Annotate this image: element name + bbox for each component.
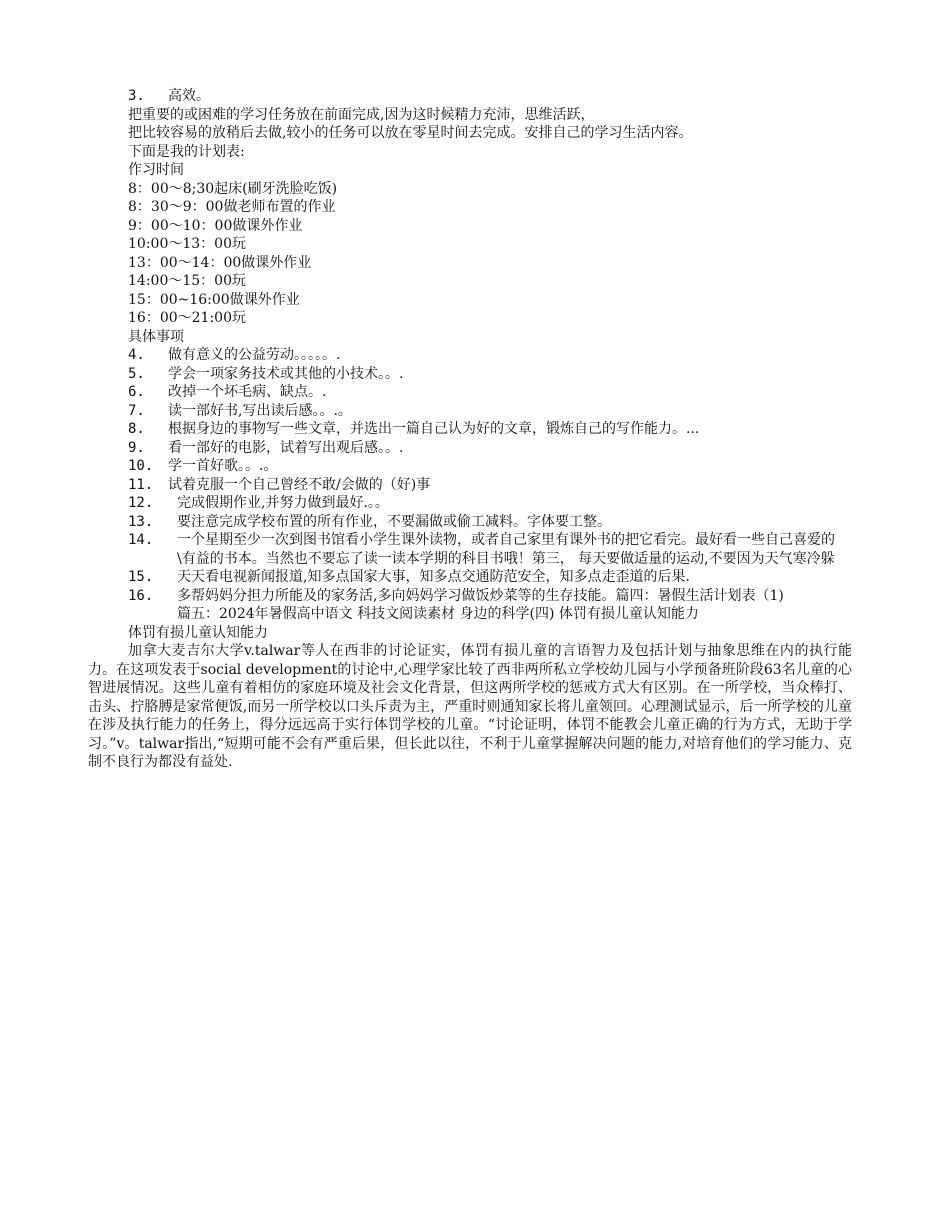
list-item-text: 看一部好的电影，试着写出观后感。。. <box>168 439 404 456</box>
schedule-entry: 8：00～8;30起床(刷牙洗脸吃饭) <box>128 180 338 197</box>
list-item <box>128 365 850 384</box>
list-item <box>128 439 850 458</box>
list-item <box>128 87 850 106</box>
intro-line: 下面是我的计划表: <box>128 143 245 160</box>
schedule-entry: 15：00~16:00做课外作业 <box>128 291 300 308</box>
schedule-entry: 9：00～10：00做课外作业 <box>128 217 303 234</box>
article-source: 篇五：2024年暑假高中语文 科技文阅读素材 身边的科学(四) 体罚有损儿童认知能力 <box>177 606 699 622</box>
list-item <box>128 494 850 513</box>
list-item <box>128 402 850 421</box>
list-item <box>128 513 850 532</box>
schedule-entry: 14:00～15：00玩 <box>128 273 246 289</box>
intro-line: 把比较容易的放稍后去做,较小的任务可以放在零星时间去完成。安排自己的学习生活内容。 <box>128 125 693 141</box>
schedule-entry: 13：00～14：00做课外作业 <box>128 254 312 271</box>
list-item-number: 5. <box>128 365 145 382</box>
list-item-number: 16. <box>128 587 154 604</box>
list-item-number: 12. <box>128 495 154 511</box>
list-item <box>128 587 850 606</box>
list-item-text: 一个星期至少一次到图书馆看小学生课外读物，或者自己家里有课外书的把它看完。最好看一些自己喜爱的\有益的书本。当然也不要忘了读一读本学期的科目书哦！第三， 每天要做适量的运动,不要因为天气寒冷躲 <box>177 532 835 567</box>
schedule-entry: 10:00～13：00玩 <box>128 236 246 252</box>
list-item-text: 改掉一个坏毛病、缺点。. <box>168 384 327 400</box>
list-item-text: 学一首好歌。。.。 <box>168 458 278 474</box>
list-item-number: 10. <box>128 458 154 474</box>
schedule-entry: 8：30～9：00做老师布置的作业 <box>128 199 336 215</box>
list-item-text: 高效。 <box>168 88 210 104</box>
list-item <box>128 531 850 568</box>
list-item-number: 14. <box>128 532 154 548</box>
document-page <box>88 87 852 772</box>
list-item-number: 6. <box>128 384 145 400</box>
list-item <box>128 476 850 495</box>
list-item-number: 3. <box>128 88 145 104</box>
list-item-text: 试着克服一个自己曾经不敢/会做的（好)事 <box>168 476 431 493</box>
list-item-text: 学会一项家务技术或其他的小技术。。. <box>168 365 404 382</box>
list-item-number: 4. <box>128 347 145 363</box>
list-item-text: 天天看电视新闻报道,知多点国家大事，知多点交通防范安全，知多点走歪道的后果. <box>177 569 690 585</box>
schedule-heading: 作习时间 <box>128 162 184 178</box>
list-item <box>128 568 850 587</box>
list-item-text: 根据身边的事物写一些文章，并选出一篇自己认为好的文章，锻炼自己的写作能力。... <box>168 421 700 437</box>
schedule-entry: 16：00～21:00玩 <box>128 310 246 326</box>
list-item-number: 8. <box>128 421 145 437</box>
items-heading: 具体事项 <box>128 328 184 345</box>
list-item-number: 7. <box>128 402 145 419</box>
schedule-list <box>128 180 850 328</box>
article-body: 加拿大麦吉尔大学v.talwar等人在西非的讨论证实，体罚有损儿童的言语智力及包括计划与抽象思维在内的执行能力。在这项发表于social development的讨论中,心理学家比较了西非两所私立学校幼儿园与小学预备班阶段63名儿童的心智进展情况。这些儿童有着相仿的家庭环境及社会文化背景，但这两所学校的惩戒方式大有区别。在一所学校，当众棒打、击头、拧胳膊是家常便饭,而另一所学校以口头斥责为主，严重时则通知家长将儿童领回。心理测试显示，后一所学校的儿童在涉及执行能力的任务上，得分远远高于实行体罚学校的儿童。“讨论证明，体罚不能教会儿童正确的行为方式，无助于学习。”v。talwar指出,“短期可能不会有严重后果，但长此以往，不利于儿童掌握解决问题的能力,对培育他们的学习能力、克制不良行为都没有益处. <box>88 643 852 770</box>
article-title: 体罚有损儿童认知能力 <box>128 624 268 641</box>
list-item-text: 完成假期作业,并努力做到最好.。。 <box>177 495 389 511</box>
list-item <box>128 383 850 402</box>
list-item-number: 9. <box>128 439 145 456</box>
list-item <box>128 346 850 365</box>
list-item <box>128 420 850 439</box>
list-item-text: 读一部好书,写出读后感。。.。 <box>168 402 352 419</box>
list-item-number: 11. <box>128 476 154 493</box>
list-item-text: 做有意义的公益劳动。。。。。. <box>168 347 341 363</box>
list-item-number: 15. <box>128 569 154 585</box>
list-item-text: 要注意完成学校布置的所有作业，不要漏做或偷工减料。字体要工整。 <box>177 513 611 530</box>
list-item-text: 多帮妈妈分担力所能及的家务活,多向妈妈学习做饭炒菜等的生存技能。篇四：暑假生活计划表（1) <box>177 587 784 604</box>
items-list <box>128 346 850 605</box>
list-item <box>128 457 850 476</box>
list-item-number: 13. <box>128 513 154 530</box>
intro-line: 把重要的或困难的学习任务放在前面完成,因为这时候精力充沛，思维活跃， <box>128 106 595 123</box>
